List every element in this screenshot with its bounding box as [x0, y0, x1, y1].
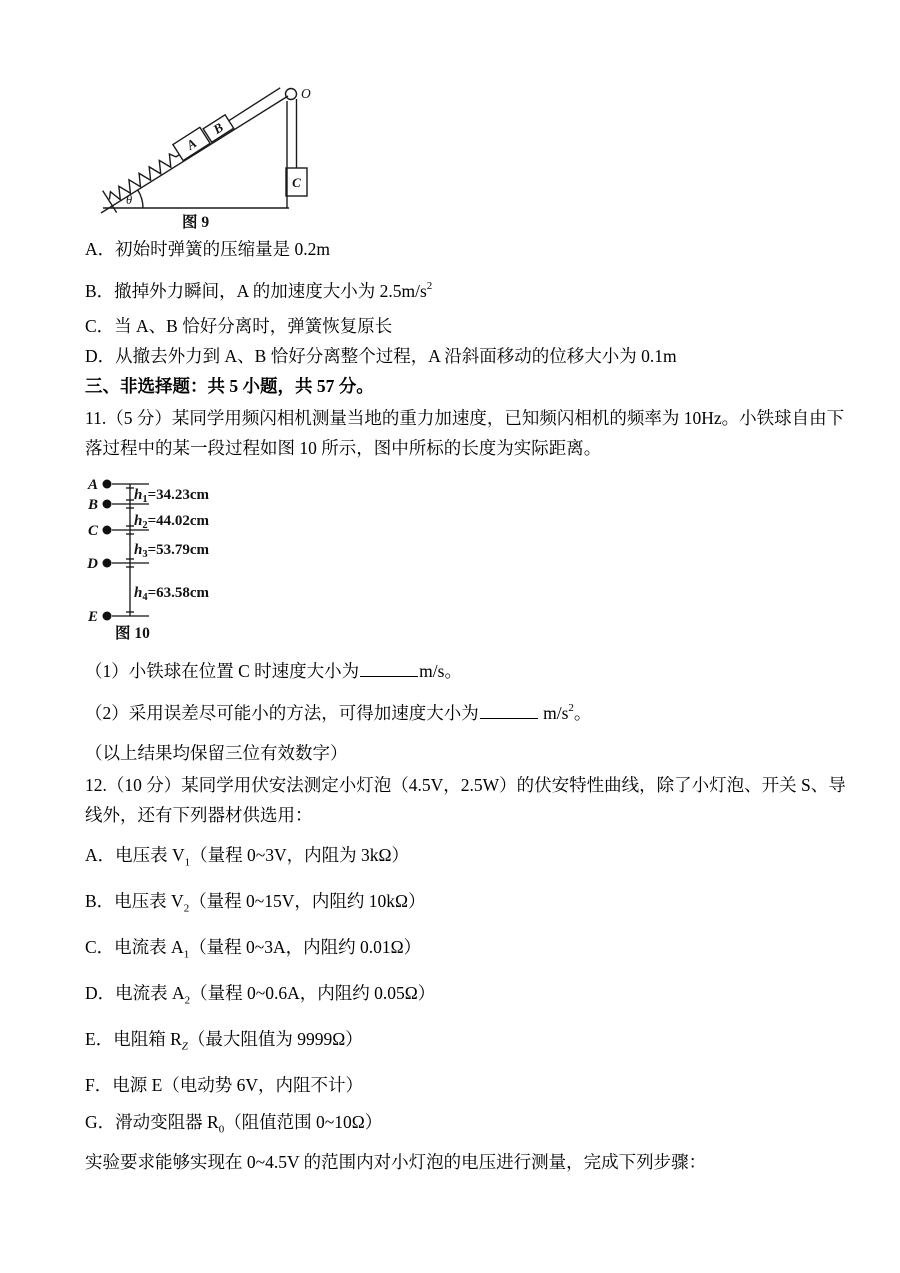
option-b [85, 276, 855, 306]
q12-equipment-list [85, 840, 855, 1137]
equipment-item-d-prefix: D．电流表 A [85, 983, 185, 1003]
equipment-item-g-suffix: （阻值范围 0~10Ω） [224, 1112, 383, 1132]
answer-blank-1 [360, 661, 418, 677]
q11-sub2-sup: 2 [568, 702, 574, 715]
theta-angle-label: θ [126, 193, 133, 207]
pulley-o-label: O [301, 86, 311, 101]
q11-sub1 [85, 656, 855, 686]
equipment-item-c-prefix: C．电流表 A [85, 937, 184, 957]
figure-10-caption: 图 10 [115, 625, 150, 642]
point-label-e: E [87, 609, 98, 625]
option-c [85, 311, 855, 341]
equipment-item-b-suffix: （量程 0~15V，内阻约 10kΩ） [189, 891, 426, 911]
option-d-text: D．从撤去外力到 A、B 恰好分离整个过程，A 沿斜面移动的位移大小为 0.1m [85, 346, 677, 366]
measurement-h1: $h_1=34.23cm$ [134, 487, 210, 505]
measurement-h4: $h_4=63.58cm$ [134, 585, 210, 603]
equipment-item-f-prefix: F．电源 E（电动势 6V，内阻不计） [85, 1075, 364, 1095]
q11-sub2-text: （2）采用误差尽可能小的方法，可得加速度大小为 [85, 703, 479, 723]
ball-dot-d [103, 559, 112, 568]
block-c-label: C [292, 175, 301, 190]
section-3-header: 三、非选择题：共 5 小题，共 57 分。 [85, 376, 374, 396]
measurement-h3: $h_3=53.79cm$ [134, 542, 210, 560]
equipment-item-a [85, 840, 855, 870]
equipment-item-g-prefix: G．滑动变阻器 R [85, 1112, 219, 1132]
option-a [85, 234, 855, 264]
measurement-h2: $h_2=44.02cm$ [134, 513, 210, 531]
equipment-item-c [85, 932, 855, 962]
equipment-item-c-suffix: （量程 0~3A，内阻约 0.01Ω） [189, 937, 422, 957]
pulley-icon [286, 89, 297, 100]
option-b-sup: 2 [426, 280, 433, 293]
equipment-item-e-suffix: （最大阻值为 9999Ω） [187, 1029, 363, 1049]
figure-9-caption: 图 9 [182, 214, 210, 230]
block-b-label: B [210, 119, 226, 137]
q12-requirement: 实验要求能够实现在 0~4.5V 的范围内对小灯泡的电压进行测量，完成下列步骤： [85, 1152, 707, 1172]
q11-sub2 [85, 698, 855, 728]
point-label-d: D [87, 556, 98, 572]
equipment-item-d-suffix: （量程 0~0.6A，内阻约 0.05Ω） [190, 983, 436, 1003]
point-label-c: C [87, 523, 98, 539]
ball-dot-e [103, 612, 112, 621]
ball-dot-a [103, 480, 112, 489]
string-along-incline [229, 88, 280, 121]
page-content [0, 80, 900, 1177]
figure-9-incline-diagram [89, 80, 329, 230]
q11-note: （以上结果均保留三位有效数字） [85, 743, 348, 763]
option-c-text: C．当 A、B 恰好分离时，弹簧恢复原长 [85, 316, 393, 336]
equipment-item-g-sub: 0 [218, 1123, 225, 1136]
equipment-item-d-sub: 2 [184, 994, 191, 1007]
equipment-item-a-suffix: （量程 0~3V，内阻为 3kΩ） [190, 845, 410, 865]
option-d [85, 341, 855, 371]
spring-icon [106, 150, 182, 205]
equipment-item-b-sub: 2 [183, 902, 190, 915]
point-label-a: A [87, 477, 98, 493]
equipment-item-b [85, 886, 855, 916]
answer-blank-2 [480, 703, 538, 719]
option-b-text: B．撤掉外力瞬间，A 的加速度大小为 2.5m/s [85, 281, 427, 301]
block-a-label: A [183, 135, 200, 153]
equipment-item-e-sub: Z [181, 1040, 188, 1053]
q11-sub2-unit: m/s [538, 703, 569, 723]
equipment-item-d [85, 978, 855, 1008]
q11-stem: 11.（5 分）某同学用频闪相机测量当地的重力加速度，已知频闪相机的频率为 10Hz。小铁球自由下落过程中的某一段过程如图 10 所示，图中所标的长度为实际距离。 [85, 408, 845, 458]
q11-sub1-unit: m/s。 [419, 661, 462, 681]
equipment-item-f [85, 1070, 855, 1100]
q12-stem: 12.（10 分）某同学用伏安法测定小灯泡（4.5V，2.5W）的伏安特性曲线，除了小灯泡、开关 S、导线外，还有下列器材供选用： [85, 775, 846, 825]
ball-dot-c [103, 526, 112, 535]
equipment-item-a-prefix: A．电压表 V [85, 845, 185, 865]
point-label-b: B [87, 497, 98, 513]
q11-sub2-period: 。 [573, 703, 592, 723]
option-a-text: A．初始时弹簧的压缩量是 0.2m [85, 239, 330, 259]
equipment-item-a-sub: 1 [184, 856, 191, 869]
equipment-item-b-prefix: B．电压表 V [85, 891, 184, 911]
equipment-item-e [85, 1024, 855, 1054]
figure-10-strobe-diagram [85, 469, 275, 644]
ball-dot-b [103, 500, 112, 509]
angle-arc [138, 190, 143, 208]
equipment-item-e-prefix: E．电阻箱 R [85, 1029, 182, 1049]
equipment-item-c-sub: 1 [183, 948, 190, 961]
q11-sub1-text: （1）小铁球在位置 C 时速度大小为 [85, 661, 360, 681]
equipment-item-g [85, 1107, 855, 1137]
